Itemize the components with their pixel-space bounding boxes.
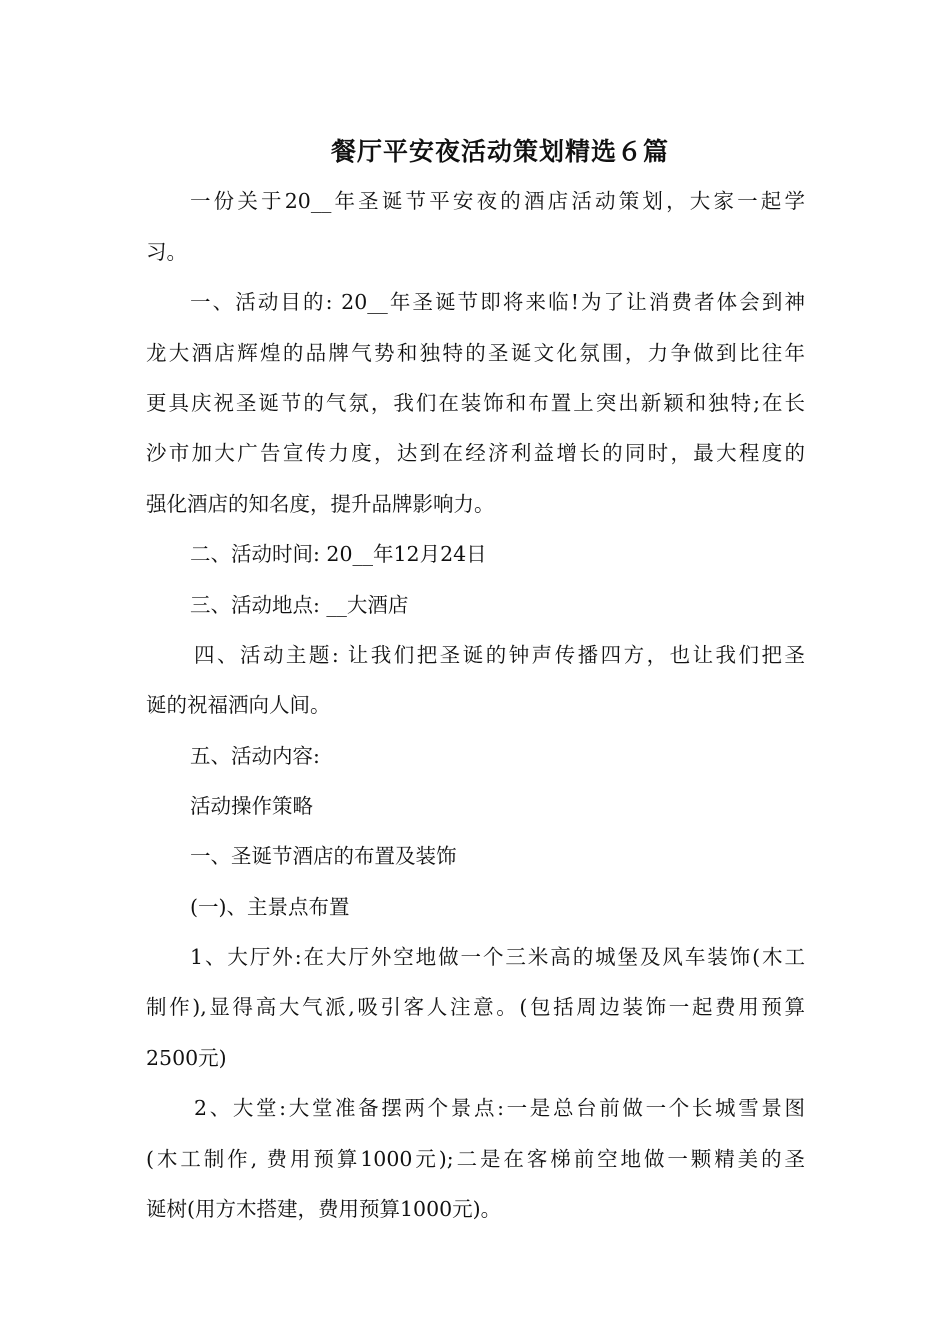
paragraph-line: 一、圣诞节酒店的布置及装饰 [190,844,457,868]
paragraph-line: 一、活动目的: 20__年圣诞节即将来临!为了让消费者体会到神 [190,290,805,314]
paragraph-line: 三、活动地点: __大酒店 [190,593,409,617]
paragraph-line: (木工制作, 费用预算1000元);二是在客梯前空地做一颗精美的圣 [146,1147,805,1171]
paragraph-line: 二、活动时间: 20__年12月24日 [190,542,487,566]
paragraph-line: 四、活动主题: 让我们把圣诞的钟声传播四方，也让我们把圣 [194,643,805,667]
paragraph-line: 强化酒店的知名度，提升品牌影响力。 [146,492,495,516]
paragraph-line: (一)、主景点布置 [190,895,350,919]
paragraph-line: 习。 [146,240,187,264]
paragraph-line: 诞树(用方木搭建，费用预算1000元)。 [146,1197,502,1221]
paragraph-line: 活动操作策略 [190,794,313,818]
paragraph-line: 制作),显得高大气派,吸引客人注意。(包括周边装饰一起费用预算 [146,995,805,1019]
paragraph-line: 龙大酒店辉煌的品牌气势和独特的圣诞文化氛围，力争做到比往年 [146,341,805,365]
paragraph-line: 一份关于20__年圣诞节平安夜的酒店活动策划，大家一起学 [190,189,805,213]
paragraph-line: 1、大厅外:在大厅外空地做一个三米高的城堡及风车装饰(木工 [190,945,805,969]
page-title: 餐厅平安夜活动策划精选６篇 [330,137,669,166]
paragraph-line: 五、活动内容: [190,744,320,768]
paragraph-line: 更具庆祝圣诞节的气氛，我们在装饰和布置上突出新颖和独特;在长 [146,391,805,415]
paragraph-line: 沙市加大广告宣传力度，达到在经济利益增长的同时，最大程度的 [146,441,805,465]
paragraph-line: 2、大堂:大堂准备摆两个景点:一是总台前做一个长城雪景图 [194,1096,805,1120]
paragraph-line: 2500元) [146,1046,227,1070]
paragraph-line: 诞的祝福洒向人间。 [146,693,331,717]
